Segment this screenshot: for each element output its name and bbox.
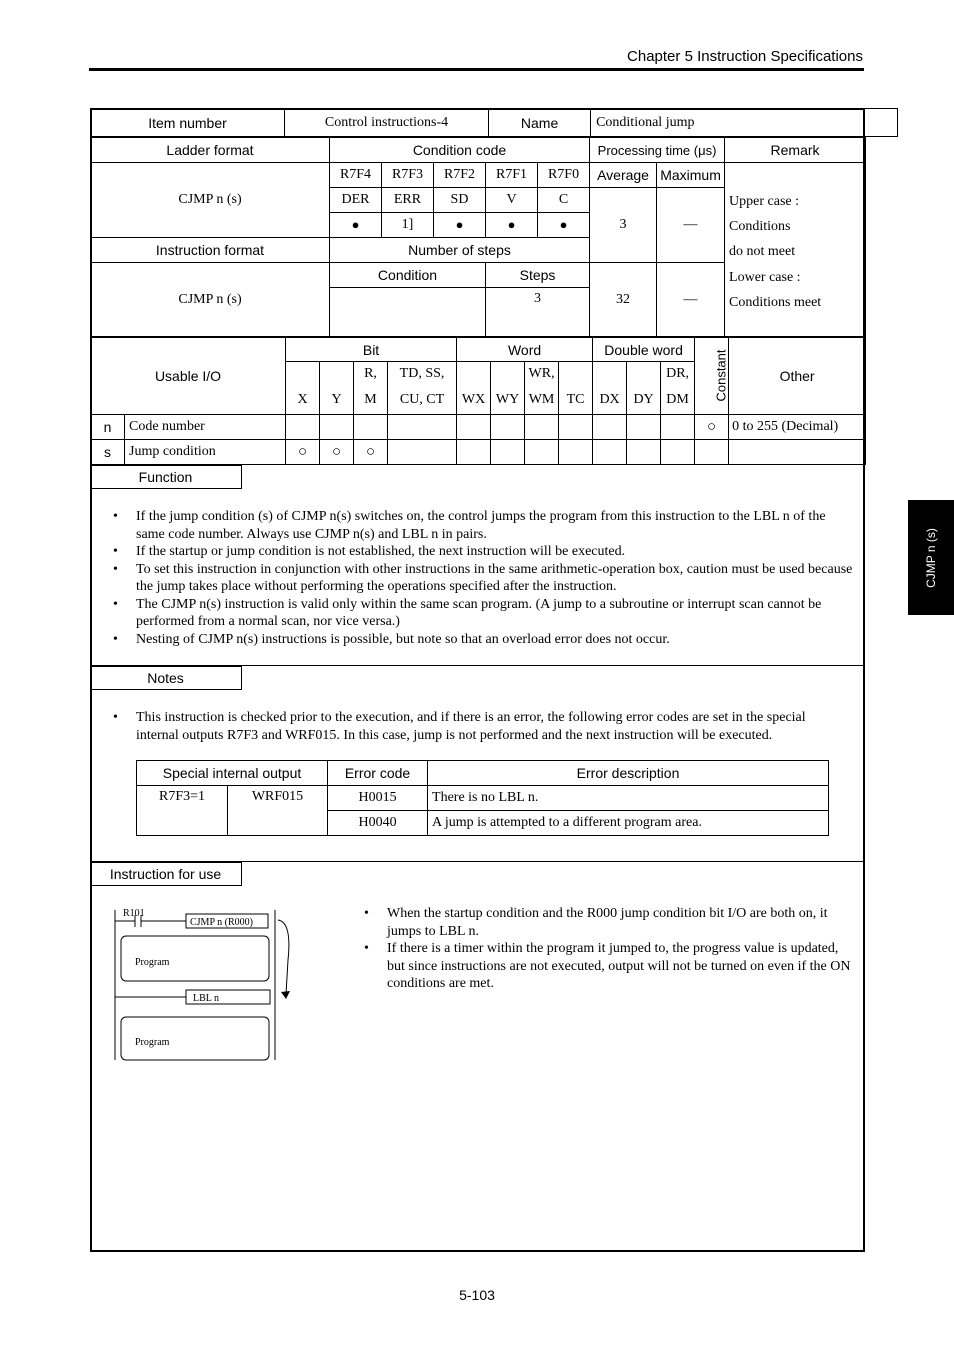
operand-mark <box>661 440 695 465</box>
operand-constant: ○ <box>695 415 729 440</box>
operand-mark: ○ <box>354 440 388 465</box>
operand-mark <box>491 415 525 440</box>
operand-row-s <box>91 440 866 465</box>
cc-flag-der: DER <box>330 188 382 213</box>
remark-label: Remark <box>725 138 866 163</box>
notes-label: Notes <box>90 666 242 690</box>
cc-header-r7f1: R7F1 <box>486 163 538 188</box>
remark-cell <box>725 163 866 337</box>
condition-code-label: Condition code <box>330 138 590 163</box>
cc-value-r7f2: ● <box>434 213 486 238</box>
contact-label: R101 <box>123 908 145 919</box>
steps-value: 3 <box>486 288 590 337</box>
operand-mark <box>593 415 627 440</box>
cc-header-r7f3: R7F3 <box>382 163 434 188</box>
io-top-dy <box>627 362 661 386</box>
io-tc: TC <box>559 386 593 415</box>
function-bullet: • Nesting of CJMP n(s) instructions is possible, but note so that an overload error does not occur. <box>113 631 853 649</box>
double-word-label: Double word <box>593 338 695 362</box>
function-bullet: • If the startup or jump condition is not established, the next instruction will be executed. <box>113 543 853 561</box>
other-label: Other <box>729 338 866 415</box>
io-top-wx <box>457 362 491 386</box>
format-table <box>90 137 866 337</box>
operand-other <box>729 440 866 465</box>
operand-mark <box>525 415 559 440</box>
cjmp-label: CJMP n (R000) <box>190 917 253 928</box>
remark-line: Lower case : <box>729 269 801 285</box>
operand-desc: Jump condition <box>125 440 286 465</box>
operand-mark <box>354 415 388 440</box>
operand-constant <box>695 440 729 465</box>
io-top-td: TD, SS, <box>388 362 457 386</box>
io-wm: WM <box>525 386 559 415</box>
item-number-label: Item number <box>91 109 285 137</box>
maximum-label: Maximum <box>657 163 725 188</box>
cc-value-r7f0: ● <box>538 213 590 238</box>
operand-other: 0 to 255 (Decimal) <box>729 415 866 440</box>
error-code-header: Error code <box>328 761 428 786</box>
io-top-dr: DR, <box>661 362 695 386</box>
usable-io-table <box>90 337 866 465</box>
io-top-rm: R, <box>354 362 388 386</box>
special-output-bit: R7F3=1 <box>137 786 228 836</box>
cc-header-r7f4: R7F4 <box>330 163 382 188</box>
operand-mark <box>491 440 525 465</box>
function-bullet: • If the jump condition (s) of CJMP n(s) switches on, the control jumps the program from this instruction to the LBL n of the same code number. Always use CJMP n(s) and LBL n in pairs. <box>113 508 853 543</box>
io-top-dx <box>593 362 627 386</box>
maximum-time-2: — <box>657 263 725 337</box>
name-value: Conditional jump <box>591 109 898 137</box>
operand-mark: ○ <box>286 440 320 465</box>
operand-mark <box>286 415 320 440</box>
header-rule <box>89 68 864 71</box>
io-dm: DM <box>661 386 695 415</box>
cc-flag-err: ERR <box>382 188 434 213</box>
item-number-value: Control instructions-4 <box>285 109 489 137</box>
jump-arrow <box>278 920 289 994</box>
instruction-format-value: CJMP n (s) <box>91 263 330 337</box>
operand-mark <box>457 415 491 440</box>
special-output-header: Special internal output <box>137 761 328 786</box>
operand-mark <box>388 440 457 465</box>
steps-label: Steps <box>486 263 590 288</box>
notes-list <box>113 709 838 744</box>
cc-flag-v: V <box>486 188 538 213</box>
program-label: Program <box>135 1037 170 1048</box>
usage-label: Instruction for use <box>90 862 242 886</box>
cc-flag-sd: SD <box>434 188 486 213</box>
average-time: 3 <box>590 188 657 263</box>
usage-list <box>364 905 856 993</box>
io-dy: DY <box>627 386 661 415</box>
constant-header <box>695 338 729 415</box>
function-bullet: • To set this instruction in conjunction with other instructions in the same arithmetic-operation box, caution must be used because the jump takes place without performing the operations specified after the instruction. <box>113 561 853 596</box>
error-code: H0040 <box>328 811 428 836</box>
io-dx: DX <box>593 386 627 415</box>
side-tab-label: CJMP n (s) <box>924 527 938 588</box>
constant-label: Constant <box>713 349 729 402</box>
operand-mark <box>627 440 661 465</box>
usage-bullet: • When the startup condition and the R000 jump condition bit I/O are both on, it jumps to LBL n. <box>364 905 856 940</box>
io-wx: WX <box>457 386 491 415</box>
side-tab <box>908 500 954 615</box>
program-label: Program <box>135 957 170 968</box>
usable-io-label: Usable I/O <box>91 338 286 415</box>
condition-label: Condition <box>330 263 486 288</box>
maximum-time: — <box>657 188 725 263</box>
operand-mark <box>525 440 559 465</box>
table-row <box>137 786 829 811</box>
operand-mark <box>457 440 491 465</box>
ladder-format-value: CJMP n (s) <box>91 163 330 238</box>
operand-symbol: n <box>91 415 125 440</box>
operand-mark <box>559 440 593 465</box>
lbl-label: LBL n <box>193 993 220 1004</box>
remark-line: do not meet <box>729 244 796 260</box>
remark-line: Conditions <box>729 219 791 235</box>
remark-line: Upper case : <box>729 194 799 209</box>
operand-mark <box>661 415 695 440</box>
io-y: Y <box>320 386 354 415</box>
ladder-format-label: Ladder format <box>91 138 330 163</box>
condition-value <box>330 288 486 337</box>
cc-value-r7f3: 1] <box>382 213 434 238</box>
operand-mark <box>593 440 627 465</box>
function-label: Function <box>90 465 242 489</box>
word-label: Word <box>457 338 593 362</box>
cc-header-r7f2: R7F2 <box>434 163 486 188</box>
operand-desc: Code number <box>125 415 286 440</box>
error-code: H0015 <box>328 786 428 811</box>
name-label: Name <box>489 109 591 137</box>
operand-mark <box>627 415 661 440</box>
io-x: X <box>286 386 320 415</box>
error-code-table <box>136 760 829 836</box>
io-top-wy <box>491 362 525 386</box>
error-description-header: Error description <box>428 761 829 786</box>
operand-mark <box>388 415 457 440</box>
operand-symbol: s <box>91 440 125 465</box>
bit-label: Bit <box>286 338 457 362</box>
ladder-diagram <box>110 900 310 1065</box>
io-cu-ct: CU, CT <box>388 386 457 415</box>
function-bullet: • The CJMP n(s) instruction is valid only within the same scan program. (A jump to a subroutine or interrupt scan cannot be performed from a normal scan, nor vice versa.) <box>113 596 853 631</box>
chapter-title: Chapter 5 Instruction Specifications <box>627 48 863 65</box>
io-top-x <box>286 362 320 386</box>
special-output-word: WRF015 <box>228 786 328 836</box>
operand-mark: ○ <box>320 440 354 465</box>
io-top-tc <box>559 362 593 386</box>
function-list <box>113 508 853 648</box>
cc-flag-c: C <box>538 188 590 213</box>
average-time-2: 32 <box>590 263 657 337</box>
io-wy: WY <box>491 386 525 415</box>
instruction-format-label: Instruction format <box>91 238 330 263</box>
io-m: M <box>354 386 388 415</box>
cc-value-r7f4: ● <box>330 213 382 238</box>
notes-bullet: • This instruction is checked prior to the execution, and if there is an error, the following error codes are set in the special internal outputs R7F3 and WRF015. In this case, jump is not performed and the next instruction will be executed. <box>113 709 838 744</box>
number-of-steps-label: Number of steps <box>330 238 590 263</box>
error-description: A jump is attempted to a different program area. <box>428 811 829 836</box>
operand-row-n <box>91 415 866 440</box>
error-description: There is no LBL n. <box>428 786 829 811</box>
operand-mark <box>559 415 593 440</box>
spec-table <box>90 108 898 137</box>
cc-header-r7f0: R7F0 <box>538 163 590 188</box>
jump-arrowhead <box>281 991 290 999</box>
io-top-wr: WR, <box>525 362 559 386</box>
remark-line: Conditions meet <box>729 294 822 310</box>
usage-bullet: • If there is a timer within the program it jumped to, the progress value is updated, but since instructions are not executed, output will not be turned on even if the ON conditions are met. <box>364 940 856 993</box>
page-number: 5-103 <box>459 1287 495 1303</box>
average-label: Average <box>590 163 657 188</box>
operand-mark <box>320 415 354 440</box>
io-top-y <box>320 362 354 386</box>
processing-time-label: Processing time (μs) <box>590 138 725 163</box>
cc-value-r7f1: ● <box>486 213 538 238</box>
